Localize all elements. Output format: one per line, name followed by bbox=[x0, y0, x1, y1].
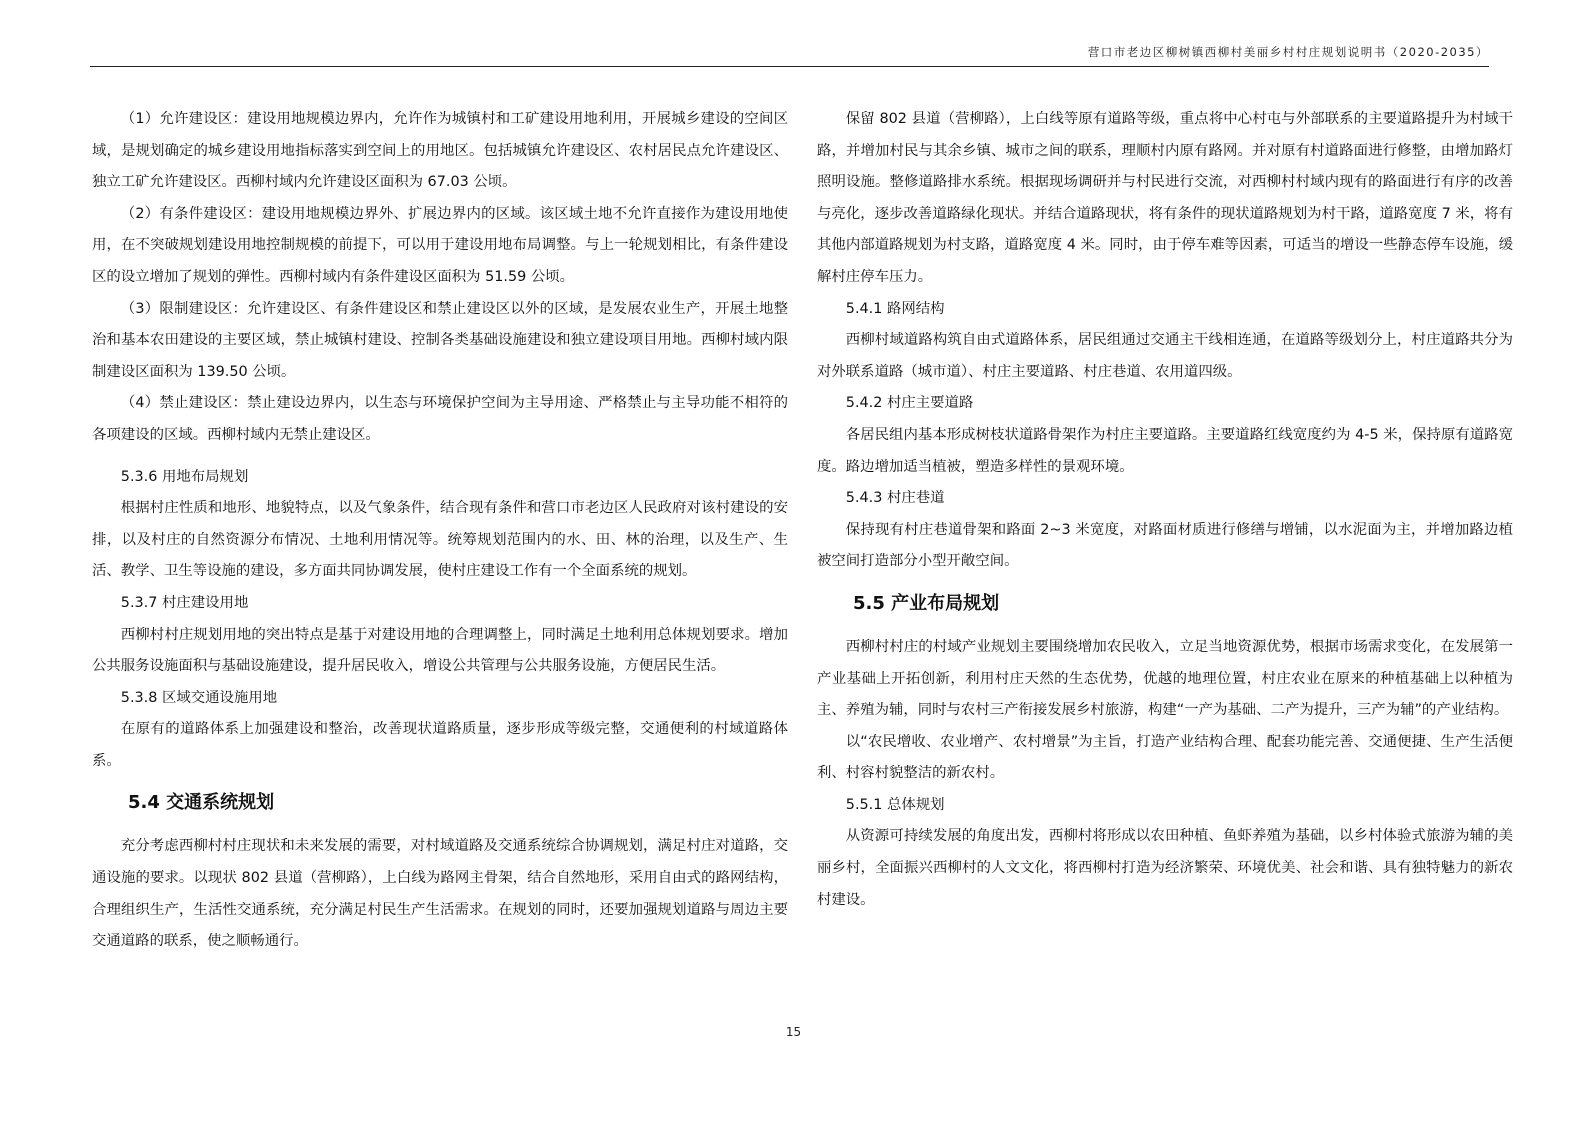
paragraph-overall-plan: 从资源可持续发展的角度出发，西柳村将形成以农田种植、鱼虾养殖为基础，以乡村体验式旅游为辅的美丽乡村，全面振兴西柳村的人文文化，将西柳村打造为经济繁荣、环境优美、社会和谐、具有独特魅力的新农村建设。 bbox=[817, 828, 1513, 908]
paragraph-prohibited-zone: （4）禁止建设区：禁止建设边界内，以生态与环境保护空间为主导用途、严格禁止与主导功能不相符的各项建设的区域。西柳村域内无禁止建设区。 bbox=[92, 395, 788, 443]
subsection-heading-5-3-6: 5.3.6 用地布局规划 bbox=[120, 468, 249, 485]
paragraph-road-retention: 保留 802 县道（营柳路），上白线等原有道路等级，重点将中心村屯与外部联系的主要道路提升为村域干路，并增加村民与其余乡镇、城市之间的联系，理顺村内原有路网。并对原有村道路面进行修整，由增加路灯照明设施。整修道路排水系统。根据现场调研并与村民进行交流，对西柳村村域内现有的路面进行有序的改善与亮化，逐步改善道路绿化现状。并结合道路现状，将有条件的现状道路规划为村干路，道路宽度 7 米，将有其他内部道路规划为村支路，道路宽度 4 米。同时，由于停车难等因素，可适当的增设一些静态停车设施，缓解村庄停车压力。 bbox=[817, 111, 1513, 285]
left-column bbox=[92, 104, 788, 958]
paragraph-village-construction-land: 西柳村村庄规划用地的突出特点是基于对建设用地的合理调整上，同时满足土地利用总体规划要求。增加公共服务设施面积与基础设施建设，提升居民收入，增设公共管理与公共服务设施，方便居民生活。 bbox=[92, 626, 788, 675]
paragraph-restricted-zone: （3）限制建设区：允许建设区、有条件建设区和禁止建设区以外的区域，是发展农业生产，开展土地整治和基本农田建设的主要区域，禁止城镇村建设、控制各类基础设施建设和独立建设项目用地。西柳村域内限制建设区面积为 139.50 公顷。 bbox=[92, 300, 788, 380]
running-header: 营口市老边区柳树镇西柳村美丽乡村村庄规划说明书（2020-2035） bbox=[1087, 45, 1489, 59]
paragraph-road-network: 西柳村域道路构筑自由式道路体系，居民组通过交通主干线相连通，在道路等级划分上，村庄道路共分为对外联系道路（城市道）、村庄主要道路、村庄巷道、农用道四级。 bbox=[817, 332, 1513, 380]
paragraph-permitted-zone: （1）允许建设区：建设用地规模边界内，允许作为城镇村和工矿建设用地利用，开展城乡建设的空间区域，是规划确定的城乡建设用地指标落实到空间上的用地区。包括城镇允许建设区、农村居民点允许建设区、独立工矿允许建设区。西柳村域内允许建设区面积为 67.03 公顷。 bbox=[92, 111, 788, 191]
section-heading-5-4: 5.4 交通系统规划 bbox=[128, 792, 275, 814]
header-rule bbox=[90, 66, 1489, 67]
page-number: 15 bbox=[785, 1025, 802, 1039]
paragraph-industry-planning: 西柳村村庄的村域产业规划主要围绕增加农民收入，立足当地资源优势，根据市场需求变化，在发展第一产业基础上开拓创新，利用村庄天然的生态优势，优越的地理位置，村庄农业在原来的种植基础上以种植为主、养殖为辅，同时与农村三产衔接发展乡村旅游，构建“一产为基础、二产为提升，三产为辅”的产业结构。 bbox=[817, 638, 1513, 719]
subsection-heading-5-5-1: 5.5.1 总体规划 bbox=[845, 796, 945, 813]
paragraph-main-roads: 各居民组内基本形成树枝状道路骨架作为村庄主要道路。主要道路红线宽度约为 4-5 米，保持原有道路宽度。路边增加适当植被，塑造多样性的景观环境。 bbox=[817, 426, 1513, 475]
paragraph-conditional-zone: （2）有条件建设区：建设用地规模边界外、扩展边界内的区域。该区域土地不允许直接作为建设用地使用，在不突破规划建设用地控制规模的前提下，可以用于建设用地布局调整。与上一轮规划相比，有条件建设区的设立增加了规划的弹性。西柳村域内有条件建设区面积为 51.59 公顷。 bbox=[92, 205, 788, 285]
paragraph-transport-planning: 充分考虑西柳村村庄现状和未来发展的需要，对村域道路及交通系统综合协调规划，满足村庄对道路，交通设施的要求。以现状 802 县道（营柳路），上白线为路网主骨架，结合自然地形，采用自由式的路网结构，合理组织生产，生活性交通系统，充分满足村民生产生活需求。在规划的同时，还要加强规划道路与周边主要交通道路的联系，使之顺畅通行。 bbox=[92, 838, 788, 950]
subsection-heading-5-3-8: 5.3.8 区域交通设施用地 bbox=[120, 689, 278, 706]
subsection-heading-5-4-1: 5.4.1 路网结构 bbox=[845, 300, 945, 317]
subsection-heading-5-4-2: 5.4.2 村庄主要道路 bbox=[845, 395, 974, 412]
paragraph-land-layout: 根据村庄性质和地形、地貌特点，以及气象条件，结合现有条件和营口市老边区人民政府对该村建设的安排，以及村庄的自然资源分布情况、土地利用情况等。统筹规划范围内的水、田、林的治理，以及生产、生活、教学、卫生等设施的建设，多方面共同协调发展，使村庄建设工作有一个全面系统的规划。 bbox=[92, 500, 788, 580]
paragraph-regional-transport-land: 在原有的道路体系上加强建设和整治，改善现状道路质量，逐步形成等级完整，交通便利的村域道路体系。 bbox=[92, 721, 788, 769]
paragraph-alleys: 保持现有村庄巷道骨架和路面 2~3 米宽度，对路面材质进行修缮与增铺，以水泥面为主，并增加路边植被空间打造部分小型开敞空间。 bbox=[817, 521, 1513, 570]
subsection-heading-5-3-7: 5.3.7 村庄建设用地 bbox=[120, 594, 249, 611]
right-column bbox=[817, 104, 1513, 916]
paragraph-new-countryside: 以“农民增收、农业增产、农村增景”为主旨，打造产业结构合理、配套功能完善、交通便捷、生产生活便利、村容村貌整洁的新农村。 bbox=[817, 733, 1513, 782]
section-heading-5-5: 5.5 产业布局规划 bbox=[853, 592, 1000, 614]
subsection-heading-5-4-3: 5.4.3 村庄巷道 bbox=[845, 490, 945, 507]
